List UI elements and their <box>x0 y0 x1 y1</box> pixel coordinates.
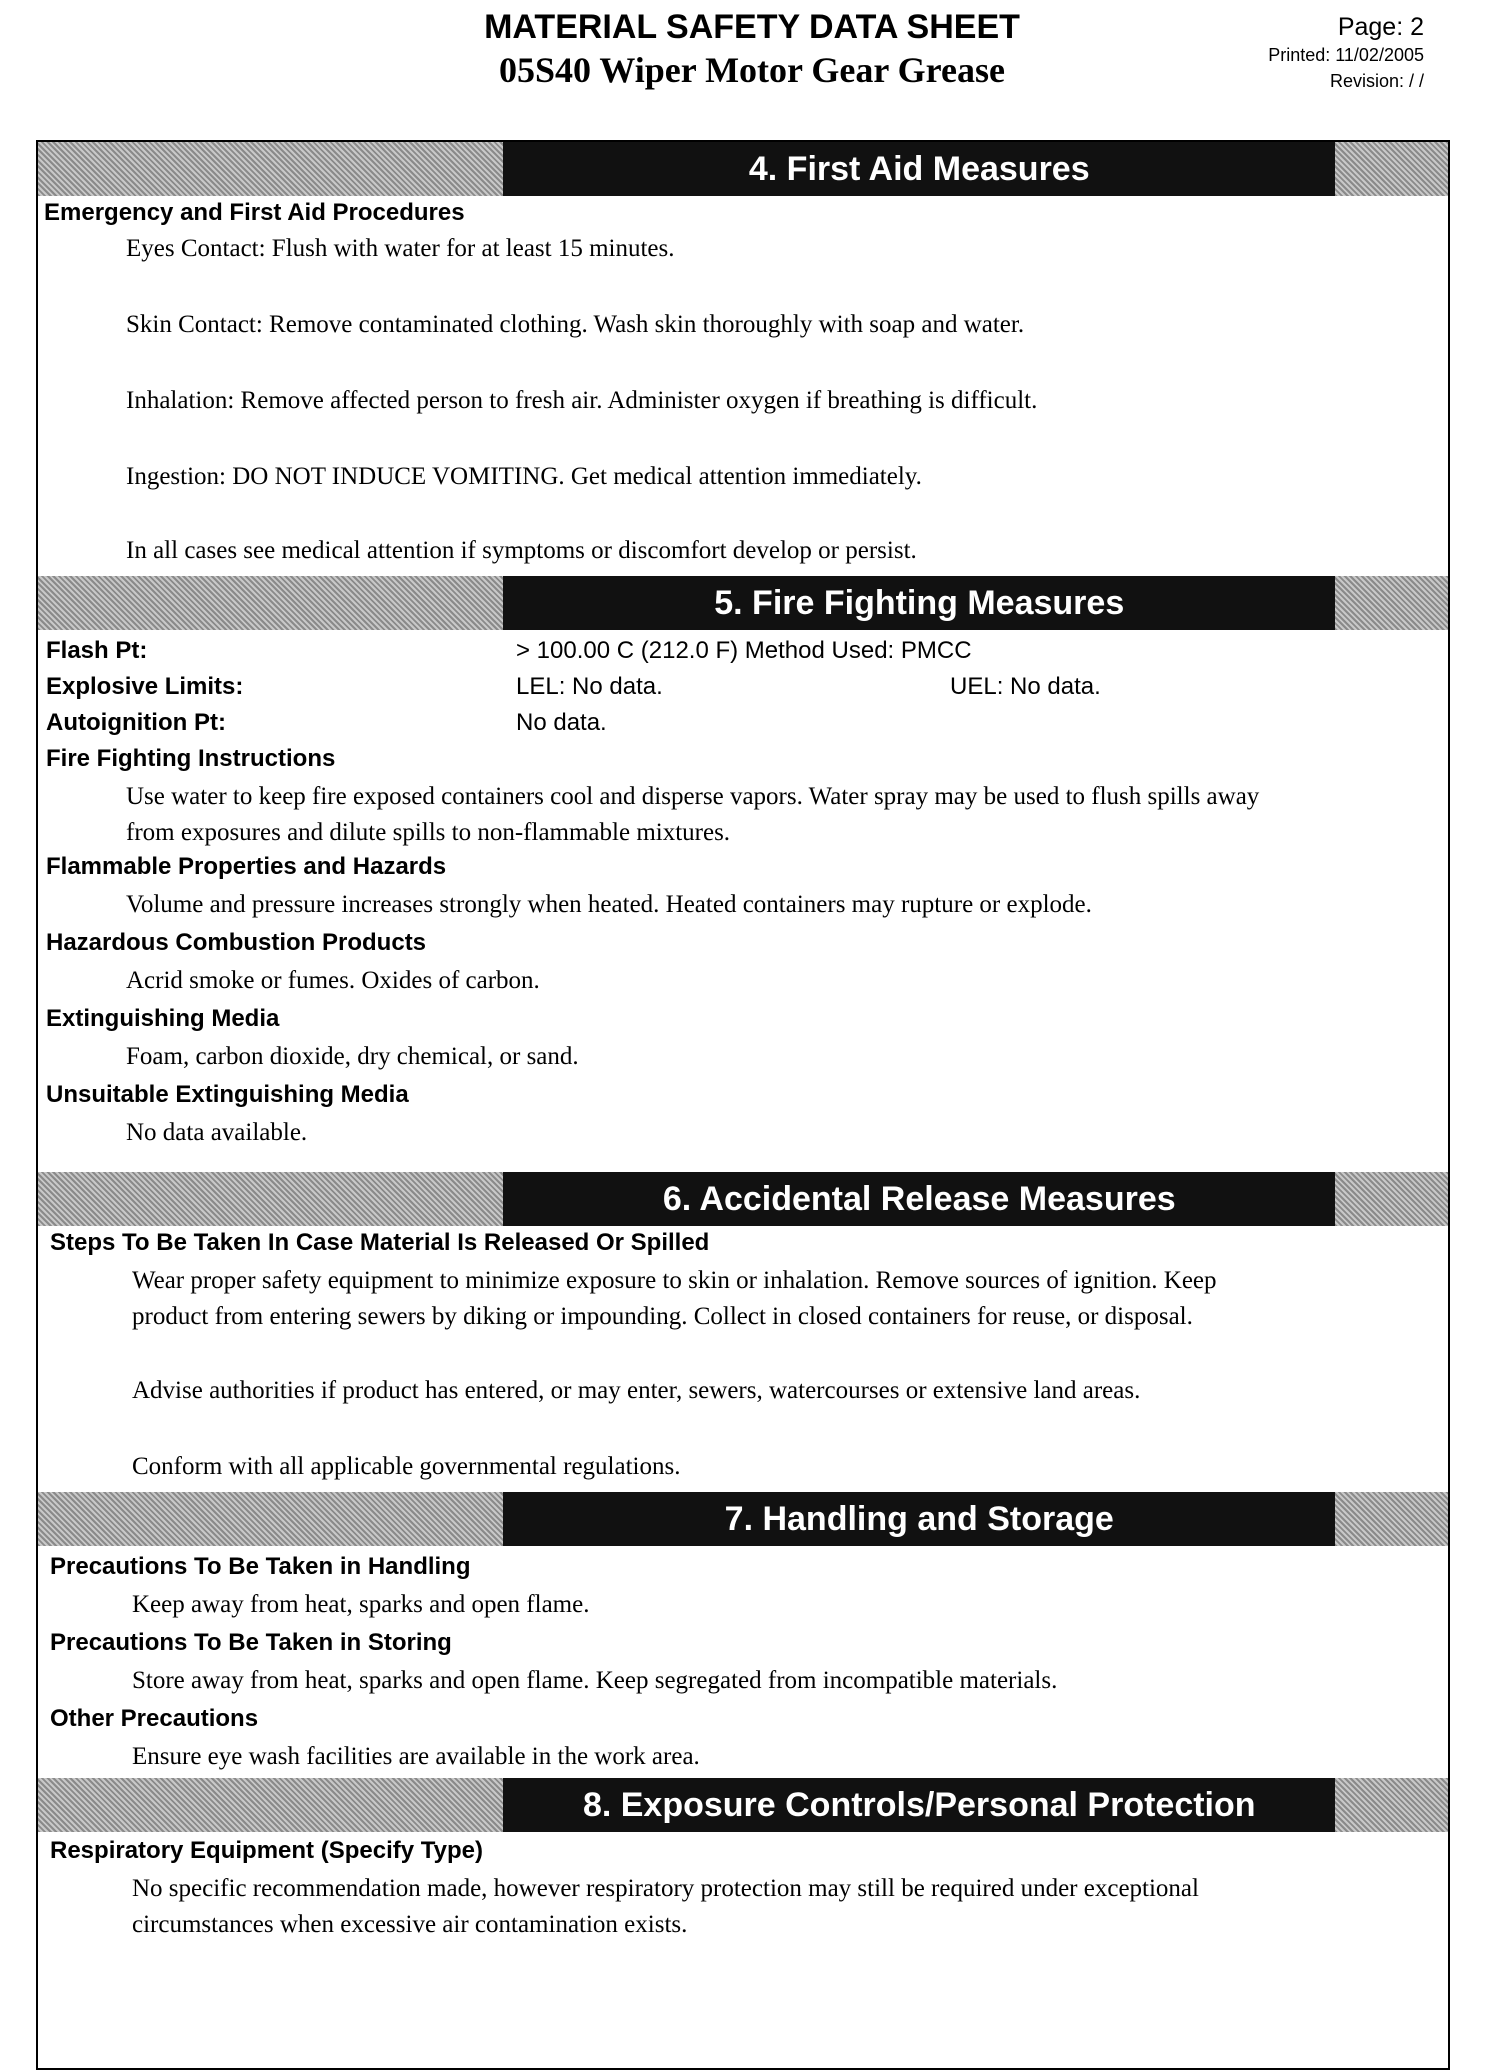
combustion-products-heading: Hazardous Combustion Products <box>46 929 427 956</box>
section-6-title: 6. Accidental Release Measures <box>503 1172 1335 1226</box>
section-5-bar <box>38 576 1448 630</box>
bar-pattern <box>38 1172 503 1226</box>
flammable-properties-text: Volume and pressure increases strongly when heated. Heated containers may rupture or explode. <box>126 891 1092 918</box>
other-precautions-text: Ensure eye wash facilities are available in the work area. <box>132 1743 700 1770</box>
content-frame <box>36 140 1450 2070</box>
section-7-bar <box>38 1492 1448 1546</box>
conform-regulations: Conform with all applicable governmental regulations. <box>132 1453 681 1480</box>
bar-pattern <box>1335 142 1448 196</box>
section-5-title: 5. Fire Fighting Measures <box>503 576 1335 630</box>
respiratory-line2: circumstances when excessive air contamination exists. <box>132 1911 688 1938</box>
bar-pattern <box>1335 576 1448 630</box>
spill-steps-heading: Steps To Be Taken In Case Material Is Released Or Spilled <box>50 1229 710 1256</box>
ingestion: Ingestion: DO NOT INDUCE VOMITING. Get medical attention immediately. <box>126 463 922 490</box>
handling-heading: Precautions To Be Taken in Handling <box>50 1553 471 1580</box>
eyes-contact: Eyes Contact: Flush with water for at least 15 minutes. <box>126 235 675 262</box>
explosive-limits-label: Explosive Limits: <box>46 673 244 700</box>
storing-text: Store away from heat, sparks and open flame. Keep segregated from incompatible materials. <box>132 1667 1058 1694</box>
advise-authorities: Advise authorities if product has entered, or may enter, sewers, watercourses or extensive land areas. <box>132 1377 1141 1404</box>
handling-text: Keep away from heat, sparks and open flame. <box>132 1591 590 1618</box>
header-meta <box>1204 12 1424 94</box>
inhalation: Inhalation: Remove affected person to fresh air. Administer oxygen if breathing is difficult. <box>126 387 1038 414</box>
bar-pattern <box>1335 1492 1448 1546</box>
other-precautions-heading: Other Precautions <box>50 1705 259 1732</box>
section-7-title: 7. Handling and Storage <box>503 1492 1335 1546</box>
combustion-products-text: Acrid smoke or fumes. Oxides of carbon. <box>126 967 540 994</box>
bar-pattern <box>38 1492 503 1546</box>
spill-steps-line2: product from entering sewers by diking or impounding. Collect in closed containers for reuse, or disposal. <box>132 1303 1193 1330</box>
spill-steps-line1: Wear proper safety equipment to minimize exposure to skin or inhalation. Remove sources of ignition. Keep <box>132 1267 1217 1294</box>
lel-value: LEL: No data. <box>516 673 663 700</box>
revision: Revision: / / <box>1329 71 1424 91</box>
section-6-bar <box>38 1172 1448 1226</box>
fire-fighting-instructions-line1: Use water to keep fire exposed containers cool and disperse vapors. Water spray may be used to flush spills away <box>126 783 1260 810</box>
unsuitable-media-heading: Unsuitable Extinguishing Media <box>46 1081 409 1108</box>
section-4-title: 4. First Aid Measures <box>503 142 1335 196</box>
bar-pattern <box>38 576 503 630</box>
respiratory-heading: Respiratory Equipment (Specify Type) <box>50 1837 483 1864</box>
extinguishing-media-text: Foam, carbon dioxide, dry chemical, or sand. <box>126 1043 579 1070</box>
flash-point-label: Flash Pt: <box>46 637 148 664</box>
autoignition-value: No data. <box>516 709 607 736</box>
bar-pattern <box>1335 1172 1448 1226</box>
flammable-properties-heading: Flammable Properties and Hazards <box>46 853 447 880</box>
printed-date: Printed: 11/02/2005 <box>1268 45 1424 65</box>
all-cases-note: In all cases see medical attention if symptoms or discomfort develop or persist. <box>126 537 917 564</box>
flash-point-value: > 100.00 C (212.0 F) Method Used: PMCC <box>516 637 972 664</box>
bar-pattern <box>38 142 503 196</box>
bar-pattern <box>1335 1778 1448 1832</box>
first-aid-heading: Emergency and First Aid Procedures <box>44 199 465 226</box>
bar-pattern <box>38 1778 503 1832</box>
uel-value: UEL: No data. <box>950 673 1101 700</box>
fire-fighting-instructions-line2: from exposures and dilute spills to non-flammable mixtures. <box>126 819 731 846</box>
unsuitable-media-text: No data available. <box>126 1119 308 1146</box>
document-title: MATERIAL SAFETY DATA SHEET <box>484 8 1020 46</box>
fire-fighting-instructions-heading: Fire Fighting Instructions <box>46 745 336 772</box>
section-8-title: 8. Exposure Controls/Personal Protection <box>503 1778 1335 1832</box>
product-name: 05S40 Wiper Motor Gear Grease <box>499 50 1005 90</box>
respiratory-line1: No specific recommendation made, however respiratory protection may still be required under exceptional <box>132 1875 1199 1902</box>
section-8-bar <box>38 1778 1448 1832</box>
section-4-bar <box>38 142 1448 196</box>
skin-contact: Skin Contact: Remove contaminated clothing. Wash skin thoroughly with soap and water. <box>126 311 1025 338</box>
autoignition-label: Autoignition Pt: <box>46 709 226 736</box>
page-number: Page: 2 <box>1337 13 1424 41</box>
extinguishing-media-heading: Extinguishing Media <box>46 1005 280 1032</box>
storing-heading: Precautions To Be Taken in Storing <box>50 1629 452 1656</box>
